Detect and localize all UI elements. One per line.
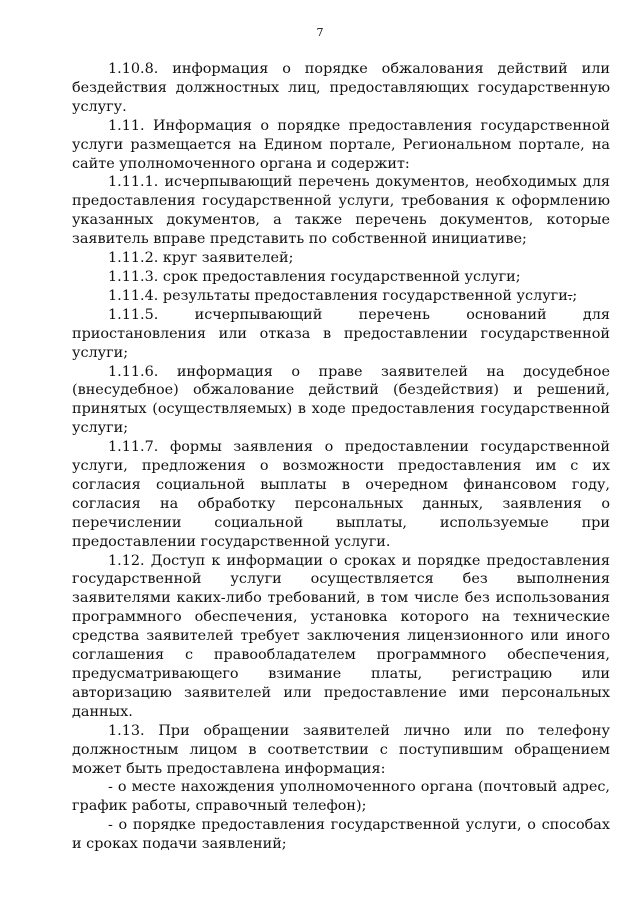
paragraph-1-11-5: 1.11.5. исчерпывающий перечень оснований для приостановления или отказа в предоставлении государственной услуги; xyxy=(72,306,610,361)
page-number: 7 xyxy=(316,26,324,39)
paragraph-1-12: 1.12. Доступ к информации о сроках и порядке предоставления государственной услуги осуществляется без выполнения заявителями каких-либо требований, в том числе без использования программного обеспечения, установка которого на технические средства заявителей требует заключения лицензионного или иного соглашения с правообладателем программного обеспечения, предусматривающего взимание платы, регистрацию или авторизацию заявителей или предоставление ими персональных данных. xyxy=(72,552,610,720)
paragraph-1-11-4-text: 1.11.4. результаты предоставления государственной услуги xyxy=(108,287,568,304)
document-body xyxy=(72,60,610,854)
list-item-procedure: - о порядке предоставления государственной услуги, о способах и сроках подачи заявлений; xyxy=(72,817,610,853)
paragraph-1-10-8: 1.10.8. информация о порядке обжалования действий или бездействия должностных лиц, предоставляющих государственную услугу. xyxy=(72,61,610,115)
paragraph-1-11-7: 1.11.7. формы заявления о предоставлении государственной услуги, предложения о возможности предоставления им с их согласия социальной выплаты в очередном финансовом году, согласия на обработку персональных данных, заявления о перечислении социальной выплаты, используемые при предоставлении государственной услуги. xyxy=(72,439,610,550)
paragraph-1-11: 1.11. Информация о порядке предоставления государственной услуги размещается на Едином портале, Региональном портале, на сайте уполномоченного органа и содержит: xyxy=(72,117,610,172)
paragraph-1-11-2: 1.11.2. круг заявителей; xyxy=(108,250,294,267)
list-item-location: - о месте нахождения уполномоченного органа (почтовый адрес, график работы, справочный телефон); xyxy=(72,779,610,815)
struck-through-period: . xyxy=(567,287,573,304)
paragraph-1-11-4-tail: ; xyxy=(572,287,578,304)
paragraph-1-11-1: 1.11.1. исчерпывающий перечень документов, необходимых для предоставления государственной услуги, требования к оформлению указанных документов, а также перечень документов, которые заявитель вправе представить по собственной инициативе; xyxy=(72,174,610,248)
paragraph-1-11-6: 1.11.6. информация о праве заявителей на досудебное (внесудебное) обжалование действий (бездействия) и решений, принятых (осуществляемых) в ходе предоставления государственной услуги; xyxy=(72,363,610,437)
paragraph-1-13: 1.13. При обращении заявителей лично или по телефону должностным лицом в соответствии с поступившим обращением может быть предоставлена информация: xyxy=(72,722,610,777)
paragraph-1-11-4 xyxy=(72,287,610,306)
paragraph-1-11-3: 1.11.3. срок предоставления государственной услуги; xyxy=(108,268,521,285)
